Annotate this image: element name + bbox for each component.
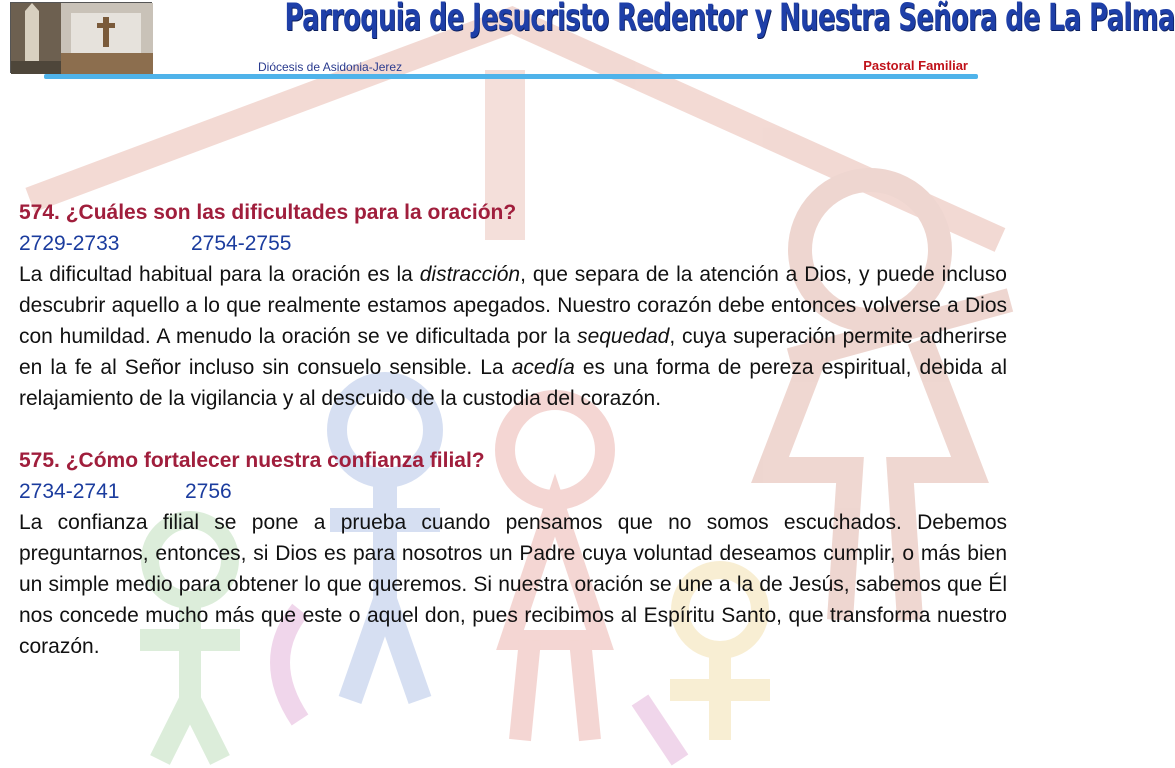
reference-range: 2734-2741 <box>19 480 120 503</box>
emphasis-term: acedía <box>511 356 575 379</box>
question-574-references <box>19 228 1007 259</box>
question-575-answer: La confianza filial se pone a prueba cuando pensamos que no somos escuchados. Debemos preguntarnos, entonces, si Dios es para nosotros un Padre cuya voluntad deseamos cumplir, o más bien un simple medio para obtener lo que queremos. Si nuestra oración se une a la de Jesús, sabemos que Él nos concede mucho más que este o aquel don, pues recibimos al Espíritu Santo, que transforma nuestro corazón. <box>19 511 1007 658</box>
question-574-answer <box>19 259 1007 414</box>
reference-range: 2756 <box>185 480 232 503</box>
answer-text: es una forma de pereza espiritual, debida al relajamiento de la vigilancia y al descuido de la custodia del corazón. <box>19 356 1008 410</box>
header-divider <box>44 74 978 79</box>
answer-text: , que separa de la atención a Dios, y puede incluso descubrir aquello a lo que realmente estamos apegados. Nuestro corazón debe entonces volverse a Dios con humildad. A menudo la oración se ve dificultada por la <box>19 263 1007 348</box>
spacer <box>19 414 1007 445</box>
parish-title: Parroquia de Jesucristo Redentor y Nuestra Señora de La Palma <box>284 0 1175 39</box>
emphasis-term: distracción <box>419 263 521 286</box>
question-575-title: 575. ¿Cómo fortalecer nuestra confianza filial? <box>19 449 485 472</box>
answer-text: , cuya superación permite adherirse en la fe al Señor incluso sin consuelo sensible. La <box>19 325 1007 379</box>
diocese-label: Diócesis de Asidonia-Jerez <box>258 60 403 74</box>
reference-range: 2729-2733 <box>19 232 120 255</box>
answer-text: La dificultad habitual para la oración es la <box>19 263 420 286</box>
reference-range: 2754-2755 <box>191 232 292 255</box>
emphasis-term: sequedad <box>577 325 670 348</box>
pastoral-label: Pastoral Familiar <box>863 58 968 73</box>
question-574-title: 574. ¿Cuáles son las dificultades para la oración? <box>19 201 517 224</box>
question-575-references <box>19 476 1007 507</box>
church-photo <box>10 2 152 73</box>
catechism-content <box>19 197 1007 662</box>
